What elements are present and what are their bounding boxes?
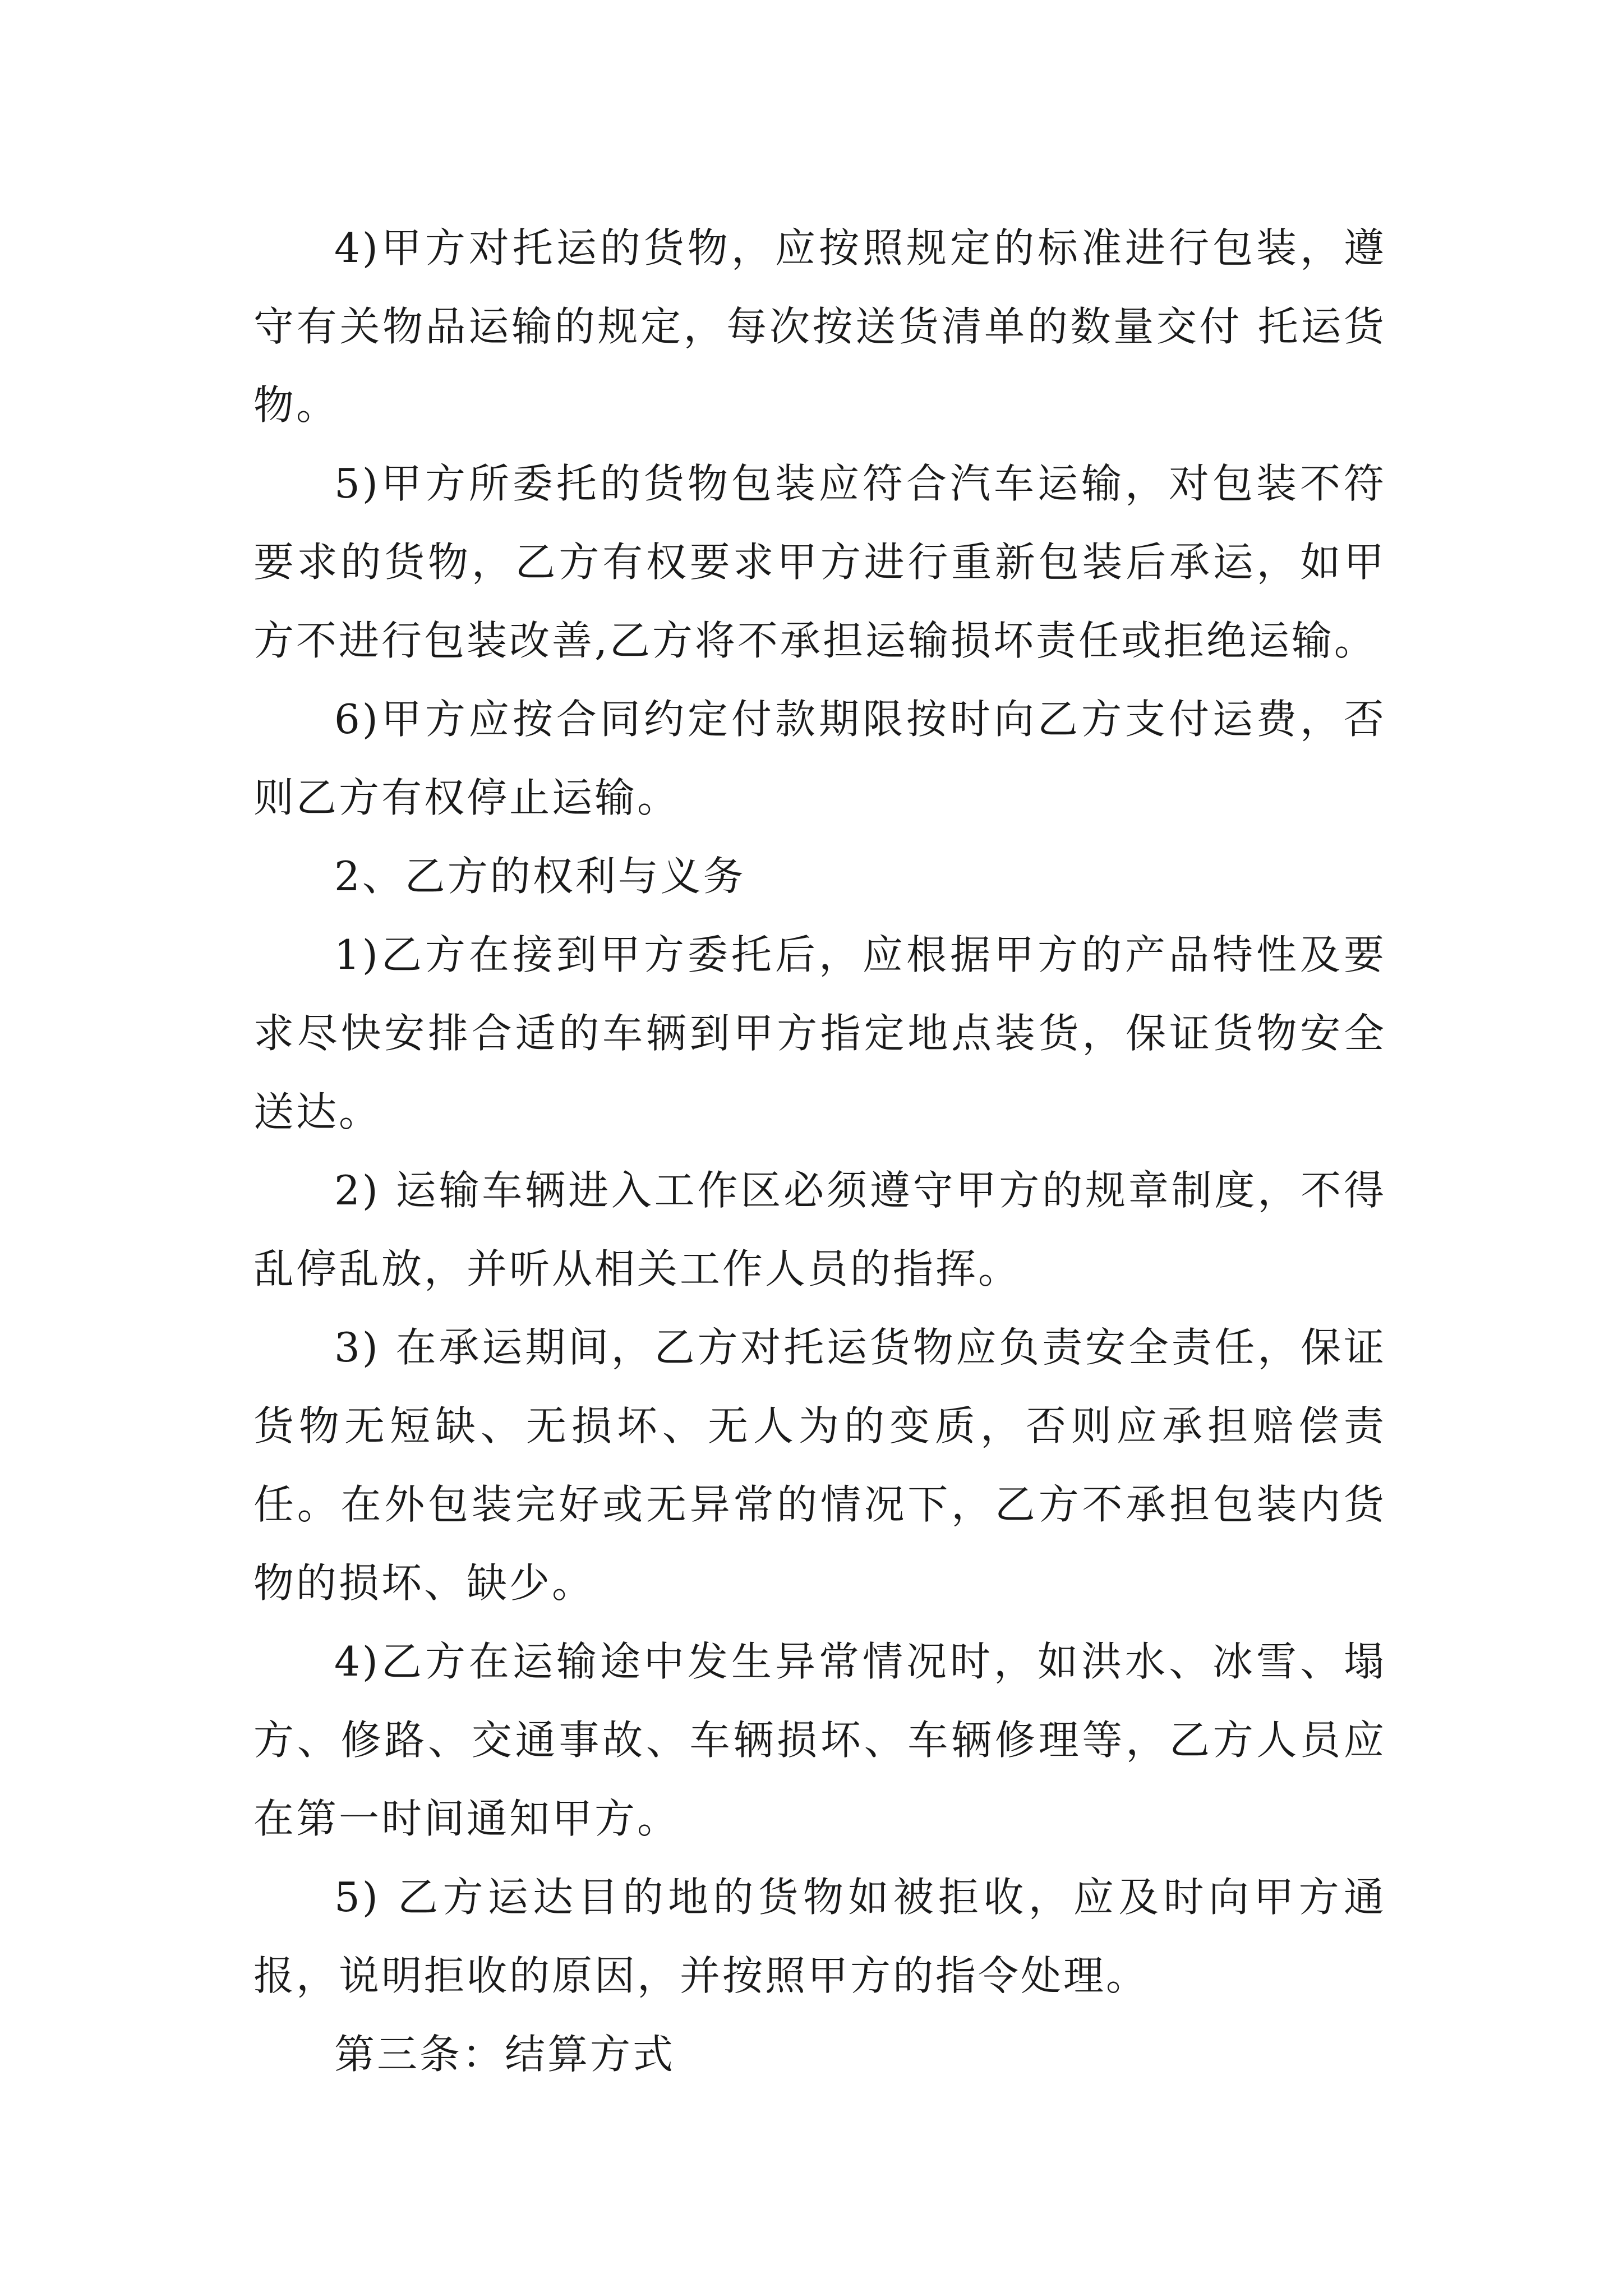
paragraph-vehicle-rules: 2) 运输车辆进入工作区必须遵守甲方的规章制度，不得乱停乱放，并听从相关工作人员的指挥。 — [253, 1167, 1386, 1292]
document-body — [253, 209, 1386, 2093]
section-heading-carrier-rights: 2、乙方的权利与义务 — [334, 853, 746, 900]
paragraph-rejected-goods: 5) 乙方运达目的地的货物如被拒收，应及时向甲方通报，说明拒收的原因，并按照甲方的指令处理。 — [253, 1874, 1386, 1999]
paragraph-carrier-dispatch: 1)乙方在接到甲方委托后，应根据甲方的产品特性及要求尽快安排合适的车辆到甲方指定地点装货，保证货物安全送达。 — [253, 931, 1386, 1135]
paragraph-packaging-requirements: 5)甲方所委托的货物包装应符合汽车运输，对包装不符要求的货物，乙方有权要求甲方进行重新包装后承运，如甲方不进行包装改善,乙方将不承担运输损坏责任或拒绝运输。 — [253, 460, 1386, 664]
article-heading-settlement: 第三条：结算方式 — [334, 2031, 676, 2078]
paragraph-shipper-packaging: 4)甲方对托运的货物，应按照规定的标准进行包装，遵守有关物品运输的规定，每次按送货清单的数量交付 托运货物。 — [253, 224, 1386, 429]
paragraph-transport-liability: 3) 在承运期间，乙方对托运货物应负责安全责任，保证货物无短缺、无损坏、无人为的变质，否则应承担赔偿责任。在外包装完好或无异常的情况下，乙方不承担包装内货物的损坏、缺少。 — [253, 1324, 1386, 1607]
paragraph-payment-terms: 6)甲方应按合同约定付款期限按时向乙方支付运费，否则乙方有权停止运输。 — [253, 696, 1386, 821]
paragraph-abnormal-situations: 4)乙方在运输途中发生异常情况时，如洪水、冰雪、塌方、修路、交通事故、车辆损坏、车辆修理等，乙方人员应在第一时间通知甲方。 — [253, 1638, 1386, 1842]
